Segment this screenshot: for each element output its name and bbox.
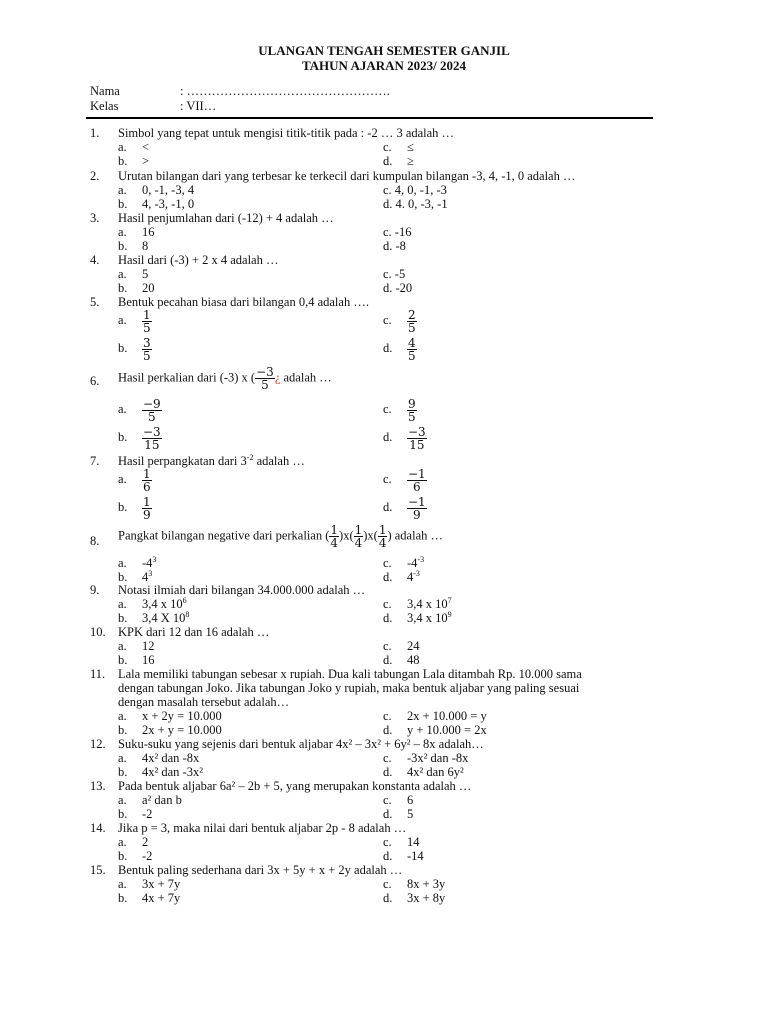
question-text: Hasil penjumlahan dari (-12) + 4 adalah … xyxy=(118,211,334,225)
option-a: a. 2 xyxy=(118,835,149,849)
option-b: b. $\frac{-3}{15}$ xyxy=(118,425,161,452)
fraction: $\frac{-3}{5}$ xyxy=(256,365,274,392)
option-c: c. $\frac{9}{5}$ xyxy=(383,397,416,424)
question-text: Jika p = 3, maka nilai dari bentuk aljabar 2p - 8 adalah … xyxy=(118,821,407,835)
option-b: b. -2 xyxy=(118,807,153,821)
question-text: Hasil perkalian dari (-3) x ( $\frac{-3}{5}$ ¿ adalah … xyxy=(118,365,332,392)
fraction: $\frac{-1}{9}$ xyxy=(408,495,426,522)
option-c: c. $-4^{-3}$ xyxy=(383,554,425,570)
option-b: b. 20 xyxy=(118,281,155,295)
option-b: b. 16 xyxy=(118,653,155,667)
nama-label: Nama xyxy=(90,84,120,98)
option-b: b. $\frac{1}{9}$ xyxy=(118,495,151,522)
option-d: d. -8 xyxy=(383,239,406,253)
exam-title: ULANGAN TENGAH SEMESTER GANJIL xyxy=(258,43,510,58)
fraction: $\frac{1}{4}$ xyxy=(330,523,339,550)
question-text: Simbol yang tepat untuk mengisi titik-titik pada : -2 … 3 adalah … xyxy=(118,126,455,140)
fraction: $\frac{-9}{5}$ xyxy=(143,397,161,424)
option-a: a. 4x² dan -8x xyxy=(118,751,200,765)
option-b: b. $\frac{3}{5}$ xyxy=(118,336,151,363)
header-divider xyxy=(86,117,653,119)
option-a: a. x + 2y = 10.000 xyxy=(118,709,222,723)
option-a: a. < xyxy=(118,140,150,154)
option-b: b. 4, -3, -1, 0 xyxy=(118,197,195,211)
fraction: $\frac{3}{5}$ xyxy=(143,336,151,363)
fraction: $\frac{4}{5}$ xyxy=(408,336,416,363)
question-number: 14. xyxy=(90,821,106,835)
question-text: Suku-suku yang sejenis dari bentuk aljabar 4x² – 3x² + 6y² – 8x adalah… xyxy=(118,737,484,751)
question-number: 9. xyxy=(90,583,100,597)
option-d: d. 3x + 8y xyxy=(383,891,446,905)
option-b: b. $4^3$ xyxy=(118,568,153,584)
option-b: b. > xyxy=(118,154,150,168)
question-number: 13. xyxy=(90,779,106,793)
option-b: b. 8 xyxy=(118,239,149,253)
option-b: b. 3,4 X $10^8$ xyxy=(118,609,190,625)
option-d: d. 3,4 x $10^9$ xyxy=(383,609,452,625)
option-a: a. 0, -1, -3, 4 xyxy=(118,183,195,197)
question-number: 7. xyxy=(90,454,100,468)
option-c: c. 6 xyxy=(383,793,414,807)
question-text: Notasi ilmiah dari bilangan 34.000.000 adalah … xyxy=(118,583,366,597)
question-text: Urutan bilangan dari yang terbesar ke terkecil dari kumpulan bilangan -3, 4, -1, 0 adalah … xyxy=(118,169,576,183)
question-number: 3. xyxy=(90,211,100,225)
option-c: c. 3,4 x $10^7$ xyxy=(383,595,452,611)
option-a: a. $-4^3$ xyxy=(118,554,157,570)
option-d: d. $4^{-3}$ xyxy=(383,568,420,584)
question-text-line-3: dengan masalah tersebut adalah… xyxy=(118,695,290,709)
question-number: 1. xyxy=(90,126,100,140)
option-d: d. -20 xyxy=(383,281,413,295)
option-c: c. -16 xyxy=(383,225,412,239)
option-c: c. -3x² dan -8x xyxy=(383,751,469,765)
option-a: a. $\frac{1}{6}$ xyxy=(118,467,151,494)
exam-year: TAHUN AJARAN 2023/ 2024 xyxy=(301,58,467,73)
question-text: Hasil perpangkatan dari $3^{-2}$ adalah … xyxy=(118,452,305,468)
option-d: d. 4x² dan 6y² xyxy=(383,765,464,779)
option-a: a. $\frac{1}{5}$ xyxy=(118,308,151,335)
question-number: 12. xyxy=(90,737,106,751)
option-a: a. 3,4 x $10^6$ xyxy=(118,595,187,611)
option-c: c. 14 xyxy=(383,835,420,849)
option-b: b. 4x² dan -3x² xyxy=(118,765,203,779)
question-number: 4. xyxy=(90,253,100,267)
option-d: d. 5 xyxy=(383,807,414,821)
option-a: a. a² dan b xyxy=(118,793,182,807)
stray-mark: ¿ xyxy=(274,370,281,385)
option-d: d. 48 xyxy=(383,653,420,667)
question-number: 5. xyxy=(90,295,100,309)
question-text-line-2: dengan tabungan Joko. Jika tabungan Joko y rupiah, maka bentuk aljabar yang paling sesuai xyxy=(118,681,580,695)
option-d: d. 4. 0, -3, -1 xyxy=(383,197,448,211)
nama-field: : …………………………………………. xyxy=(180,84,390,98)
option-c: c. ≤ xyxy=(383,140,414,154)
question-text: Pada bentuk aljabar 6a² – 2b + 5, yang merupakan konstanta adalah … xyxy=(118,779,472,793)
option-c: c. -5 xyxy=(383,267,406,281)
option-c: c. 4, 0, -1, -3 xyxy=(383,183,447,197)
option-d: d. -14 xyxy=(383,849,424,863)
option-b: b. -2 xyxy=(118,849,153,863)
question-text: Bentuk paling sederhana dari 3x + 5y + x + 2y adalah … xyxy=(118,863,403,877)
option-c: c. $\frac{-1}{6}$ xyxy=(383,467,426,494)
fraction: $\frac{-1}{6}$ xyxy=(408,467,426,494)
option-d: d. $\frac{4}{5}$ xyxy=(383,336,416,363)
question-text: KPK dari 12 dan 16 adalah … xyxy=(118,625,270,639)
option-c: c. 8x + 3y xyxy=(383,877,446,891)
option-d: d. ≥ xyxy=(383,154,414,168)
question-number: 8. xyxy=(90,534,100,548)
fraction: $\frac{-3}{15}$ xyxy=(408,425,426,452)
option-d: d. y + 10.000 = 2x xyxy=(383,723,487,737)
fraction: $\frac{1}{4}$ xyxy=(378,523,387,550)
fraction: $\frac{1}{6}$ xyxy=(143,467,151,494)
option-a: a. 5 xyxy=(118,267,149,281)
option-a: a. 12 xyxy=(118,639,155,653)
question-number: 10. xyxy=(90,625,106,639)
option-a: a. $\frac{-9}{5}$ xyxy=(118,397,161,424)
fraction: $\frac{1}{5}$ xyxy=(143,308,151,335)
option-a: a. 3x + 7y xyxy=(118,877,181,891)
question-text: Hasil dari (-3) + 2 x 4 adalah … xyxy=(118,253,279,267)
question-text: Pangkat bilangan negative dari perkalian ( $\frac{1}{4}$ )x( $\frac{1}{4}$ )x( $\frac{1}{4}$ ) adalah … xyxy=(118,523,443,550)
option-d: d. $\frac{-3}{15}$ xyxy=(383,425,426,452)
option-b: b. 2x + y = 10.000 xyxy=(118,723,222,737)
option-d: d. $\frac{-1}{9}$ xyxy=(383,495,426,522)
question-text: Bentuk pecahan biasa dari bilangan 0,4 adalah …. xyxy=(118,295,369,309)
question-number: 11. xyxy=(90,667,106,681)
question-number: 15. xyxy=(90,863,106,877)
kelas-field: : VII… xyxy=(180,99,217,113)
option-c: c. $\frac{2}{5}$ xyxy=(383,308,416,335)
fraction: $\frac{-3}{15}$ xyxy=(143,425,161,452)
fraction: $\frac{1}{9}$ xyxy=(143,495,151,522)
option-c: c. 2x + 10.000 = y xyxy=(383,709,487,723)
question-number: 2. xyxy=(90,169,100,183)
option-c: c. 24 xyxy=(383,639,420,653)
option-b: b. 4x + 7y xyxy=(118,891,181,905)
fraction: $\frac{2}{5}$ xyxy=(408,308,416,335)
question-number: 6. xyxy=(90,374,100,388)
option-a: a. 16 xyxy=(118,225,155,239)
fraction: $\frac{9}{5}$ xyxy=(408,397,416,424)
fraction: $\frac{1}{4}$ xyxy=(354,523,363,550)
question-text-line-1: Lala memiliki tabungan sebesar x rupiah. Dua kali tabungan Lala ditambah Rp. 10.000 sama xyxy=(118,667,582,681)
kelas-label: Kelas xyxy=(90,99,119,113)
